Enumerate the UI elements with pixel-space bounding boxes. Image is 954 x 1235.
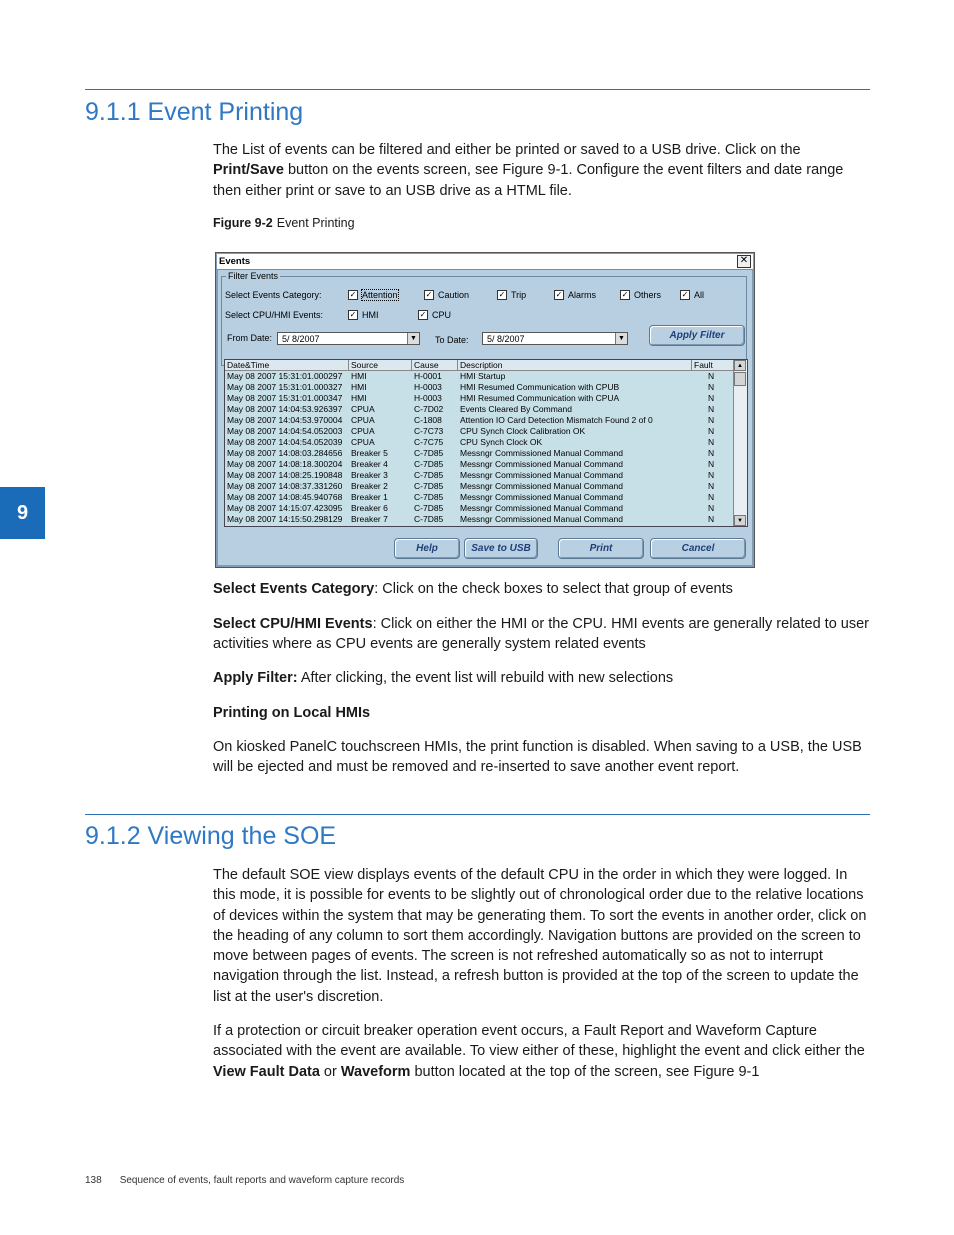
cell-source: Breaker 5 <box>351 448 388 458</box>
cell-source: HMI <box>351 393 367 403</box>
cell-datetime: May 08 2007 15:31:01.000297 <box>227 371 343 381</box>
column-header-cause[interactable]: Cause <box>412 360 458 370</box>
table-row[interactable] <box>225 426 733 437</box>
column-header-fault[interactable]: Fault <box>692 360 735 370</box>
events-window <box>215 252 755 568</box>
cell-datetime: May 08 2007 15:31:01.000347 <box>227 393 343 403</box>
soe-paragraph-1: The default SOE view displays events of the default CPU in the order in which they were logged. In this mode, it is possible for events to be slightly out of chronological order due to the relative locations of devices within the system that may be generating them. To sort the events in another order, click on the heading of any column to sort them accordingly. Navigation buttons are provided on the screen to move between pages of events. The screen is not refreshed automatically so as not to interrupt navigation through the list. Instead, a refresh button is provided at the top of the screen to update the list at the user's discretion. <box>213 867 867 1005</box>
soe-paragraph-2: If a protection or circuit breaker operation event occurs, a Fault Report and Waveform Capture associated with the event are available. To view either of these, highlight the event and click either the View Fault Data or Waveform button located at the top of the screen, see Figure 9-1 <box>213 1023 865 1080</box>
cell-source: CPUA <box>351 437 375 447</box>
cell-cause: C-7D85 <box>414 503 444 513</box>
chevron-down-icon: ▼ <box>407 333 419 344</box>
checkbox-others[interactable]: ✓ Others <box>621 290 662 300</box>
window-content <box>218 270 752 565</box>
table-row[interactable] <box>225 371 733 382</box>
cell-fault: N <box>708 415 715 425</box>
cell-fault: N <box>708 470 715 480</box>
checkbox-check-icon: ✓ <box>419 310 427 319</box>
cell-cause: C-7D85 <box>414 492 444 502</box>
scroll-up-icon[interactable]: ▲ <box>734 360 746 371</box>
scroll-down-icon[interactable]: ▼ <box>734 515 746 526</box>
cell-description: HMI Resumed Communication with CPUA <box>460 393 620 403</box>
section-heading-viewing-soe: 9.1.2 Viewing the SOE <box>85 822 337 850</box>
table-row[interactable] <box>225 382 733 393</box>
checkbox-check-icon: ✓ <box>349 290 357 299</box>
table-row[interactable] <box>225 459 733 470</box>
cell-cause: H-0001 <box>414 371 442 381</box>
cell-description: HMI Resumed Communication with CPUB <box>460 382 620 392</box>
cell-fault: N <box>708 382 715 392</box>
cell-cause: H-0003 <box>414 382 442 392</box>
cell-datetime: May 08 2007 15:31:01.000327 <box>227 382 343 392</box>
cell-fault: N <box>708 503 715 513</box>
cell-description: Messngr Commissioned Manual Command <box>460 514 623 524</box>
table-row[interactable] <box>225 404 733 415</box>
cell-description: Messngr Commissioned Manual Command <box>460 470 623 480</box>
cell-description: Attention IO Card Detection Mismatch Found 2 of 0 <box>460 415 653 425</box>
cell-description: Messngr Commissioned Manual Command <box>460 503 623 513</box>
cell-cause: C-7C73 <box>414 426 444 436</box>
to-date-select[interactable]: 5/ 8/2007 ▼ <box>482 332 628 345</box>
cell-description: Messngr Commissioned Manual Command <box>460 448 623 458</box>
cell-description: CPU Synch Clock OK <box>460 437 543 447</box>
footer-text: Sequence of events, fault reports and waveform capture records <box>119 1175 405 1186</box>
cell-datetime: May 08 2007 14:04:54.052003 <box>227 426 343 436</box>
cell-datetime: May 08 2007 14:04:54.052039 <box>227 437 343 447</box>
page-number: 138 <box>85 1175 102 1186</box>
cell-cause: C-7D02 <box>414 404 444 414</box>
cell-cause: C-7D85 <box>414 470 444 480</box>
checkbox-cpu[interactable]: ✓ CPU <box>419 310 452 320</box>
cell-datetime: May 08 2007 14:15:07.423095 <box>227 503 343 513</box>
table-row[interactable] <box>225 470 733 481</box>
section-rule-top <box>85 89 870 90</box>
cell-datetime: May 08 2007 14:08:37.331260 <box>227 481 343 491</box>
cell-source: CPUA <box>351 415 375 425</box>
table-row[interactable] <box>225 415 733 426</box>
category-label: Select Events Category: <box>225 290 322 300</box>
cell-datetime: May 08 2007 14:04:53.926397 <box>227 404 343 414</box>
scroll-thumb[interactable] <box>734 372 746 386</box>
cell-description: Events Cleared By Command <box>460 404 572 414</box>
events-table <box>224 359 748 527</box>
section-rule-second <box>85 814 870 815</box>
cell-cause: C-7D85 <box>414 514 444 524</box>
filter-legend: Filter Events <box>228 271 279 281</box>
save-to-usb-button[interactable]: Save to USB <box>464 538 538 559</box>
table-row[interactable] <box>225 448 733 459</box>
checkbox-trip[interactable]: ✓ Trip <box>498 290 527 300</box>
cell-datetime: May 08 2007 14:08:18.300204 <box>227 459 343 469</box>
cell-description: Messngr Commissioned Manual Command <box>460 459 623 469</box>
checkbox-check-icon: ✓ <box>621 290 629 299</box>
checkbox-attention[interactable]: ✓ Attention <box>349 290 398 300</box>
cell-cause: H-0003 <box>414 393 442 403</box>
checkbox-check-icon: ✓ <box>681 290 689 299</box>
cell-source: Breaker 7 <box>351 514 388 524</box>
cell-cause: C-7D85 <box>414 448 444 458</box>
table-row[interactable] <box>225 481 733 492</box>
cell-source: Breaker 2 <box>351 481 388 491</box>
cell-fault: N <box>708 371 715 381</box>
cell-source: CPUA <box>351 404 375 414</box>
cell-description: CPU Synch Clock Calibration OK <box>460 426 586 436</box>
window-titlebar <box>217 254 753 270</box>
local-hmis-paragraph: On kiosked PanelC touchscreen HMIs, the print function is disabled. When saving to a USB, the USB will be ejected and must be removed and re-inserted to save another event report. <box>213 739 862 776</box>
def-select-events-category: Select Events Category: Click on the check boxes to select that group of events <box>213 581 733 597</box>
table-row[interactable] <box>225 437 733 448</box>
to-date-label: To Date: <box>435 335 469 345</box>
cell-datetime: May 08 2007 14:15:50.298129 <box>227 514 343 524</box>
checkbox-check-icon: ✓ <box>555 290 563 299</box>
cell-description: HMI Startup <box>460 371 506 381</box>
cell-datetime: May 08 2007 14:08:03.284656 <box>227 448 343 458</box>
cell-source: Breaker 4 <box>351 459 388 469</box>
cell-datetime: May 08 2007 14:04:53.970004 <box>227 415 343 425</box>
table-header <box>225 360 733 371</box>
table-row[interactable] <box>225 393 733 404</box>
cell-source: HMI <box>351 382 367 392</box>
cell-fault: N <box>708 404 715 414</box>
table-row[interactable] <box>225 492 733 503</box>
table-scrollbar[interactable] <box>733 360 747 526</box>
cell-source: CPUA <box>351 426 375 436</box>
from-date-select[interactable]: 5/ 8/2007 ▼ <box>277 332 420 345</box>
figure-caption: Figure 9-2 Event Printing <box>213 216 355 230</box>
cpuhmi-label: Select CPU/HMI Events: <box>225 310 324 320</box>
checkbox-hmi[interactable]: ✓ HMI <box>349 310 379 320</box>
cell-description: Messngr Commissioned Manual Command <box>460 492 623 502</box>
page-footer <box>85 1175 404 1186</box>
checkbox-all[interactable]: ✓ All <box>681 290 705 300</box>
help-button[interactable]: Help <box>394 538 460 559</box>
apply-filter-button[interactable]: Apply Filter <box>649 325 745 346</box>
cell-datetime: May 08 2007 14:08:45.940768 <box>227 492 343 502</box>
def-select-cpu-hmi-events: Select CPU/HMI Events: Click on either the HMI or the CPU. HMI events are generally related to user activities where as CPU events are generally system related events <box>213 616 869 653</box>
section-heading-event-printing: 9.1.1 Event Printing <box>85 98 304 126</box>
cell-cause: C-7D85 <box>414 481 444 491</box>
from-date-label: From Date: <box>227 333 273 343</box>
cell-source: HMI <box>351 371 367 381</box>
column-header-description[interactable]: Description <box>458 360 692 370</box>
cell-fault: N <box>708 514 715 524</box>
cell-cause: C-7D85 <box>414 459 444 469</box>
cell-source: Breaker 6 <box>351 503 388 513</box>
table-row[interactable] <box>225 503 733 514</box>
filter-events-group <box>221 271 747 366</box>
def-apply-filter: Apply Filter: After clicking, the event list will rebuild with new selections <box>213 670 674 686</box>
cell-source: Breaker 1 <box>351 492 388 502</box>
cell-fault: N <box>708 426 715 436</box>
intro-paragraph: The List of events can be filtered and either be printed or saved to a USB drive. Click on the Print/Save button on the events screen, see Figure 9-1. Configure the event filters and date range then either print or save to an USB drive as a HTML file. <box>213 142 844 199</box>
cell-datetime: May 08 2007 14:08:25.190848 <box>227 470 343 480</box>
checkbox-check-icon: ✓ <box>349 310 357 319</box>
checkbox-caution[interactable]: ✓ Caution <box>425 290 470 300</box>
cell-fault: N <box>708 492 715 502</box>
cell-fault: N <box>708 448 715 458</box>
checkbox-alarms[interactable]: ✓ Alarms <box>555 290 597 300</box>
checkbox-check-icon: ✓ <box>498 290 506 299</box>
cell-cause: C-1808 <box>414 415 442 425</box>
cell-cause: C-7C75 <box>414 437 444 447</box>
cell-fault: N <box>708 481 715 491</box>
window-title: Events <box>219 256 251 267</box>
cell-fault: N <box>708 437 715 447</box>
chapter-tab: 9 <box>0 487 45 539</box>
column-header-datetime[interactable]: Date&Time <box>225 360 349 370</box>
cancel-button[interactable]: Cancel <box>650 538 746 559</box>
cell-description: Messngr Commissioned Manual Command <box>460 481 623 491</box>
checkbox-check-icon: ✓ <box>425 290 433 299</box>
chevron-down-icon: ▼ <box>615 333 627 344</box>
cell-fault: N <box>708 393 715 403</box>
cell-source: Breaker 3 <box>351 470 388 480</box>
column-header-source[interactable]: Source <box>349 360 412 370</box>
table-row[interactable] <box>225 514 733 525</box>
print-button[interactable]: Print <box>558 538 644 559</box>
close-icon[interactable]: ✕ <box>737 255 751 268</box>
cell-fault: N <box>708 459 715 469</box>
subheading-printing-local-hmis: Printing on Local HMIs <box>213 705 371 721</box>
